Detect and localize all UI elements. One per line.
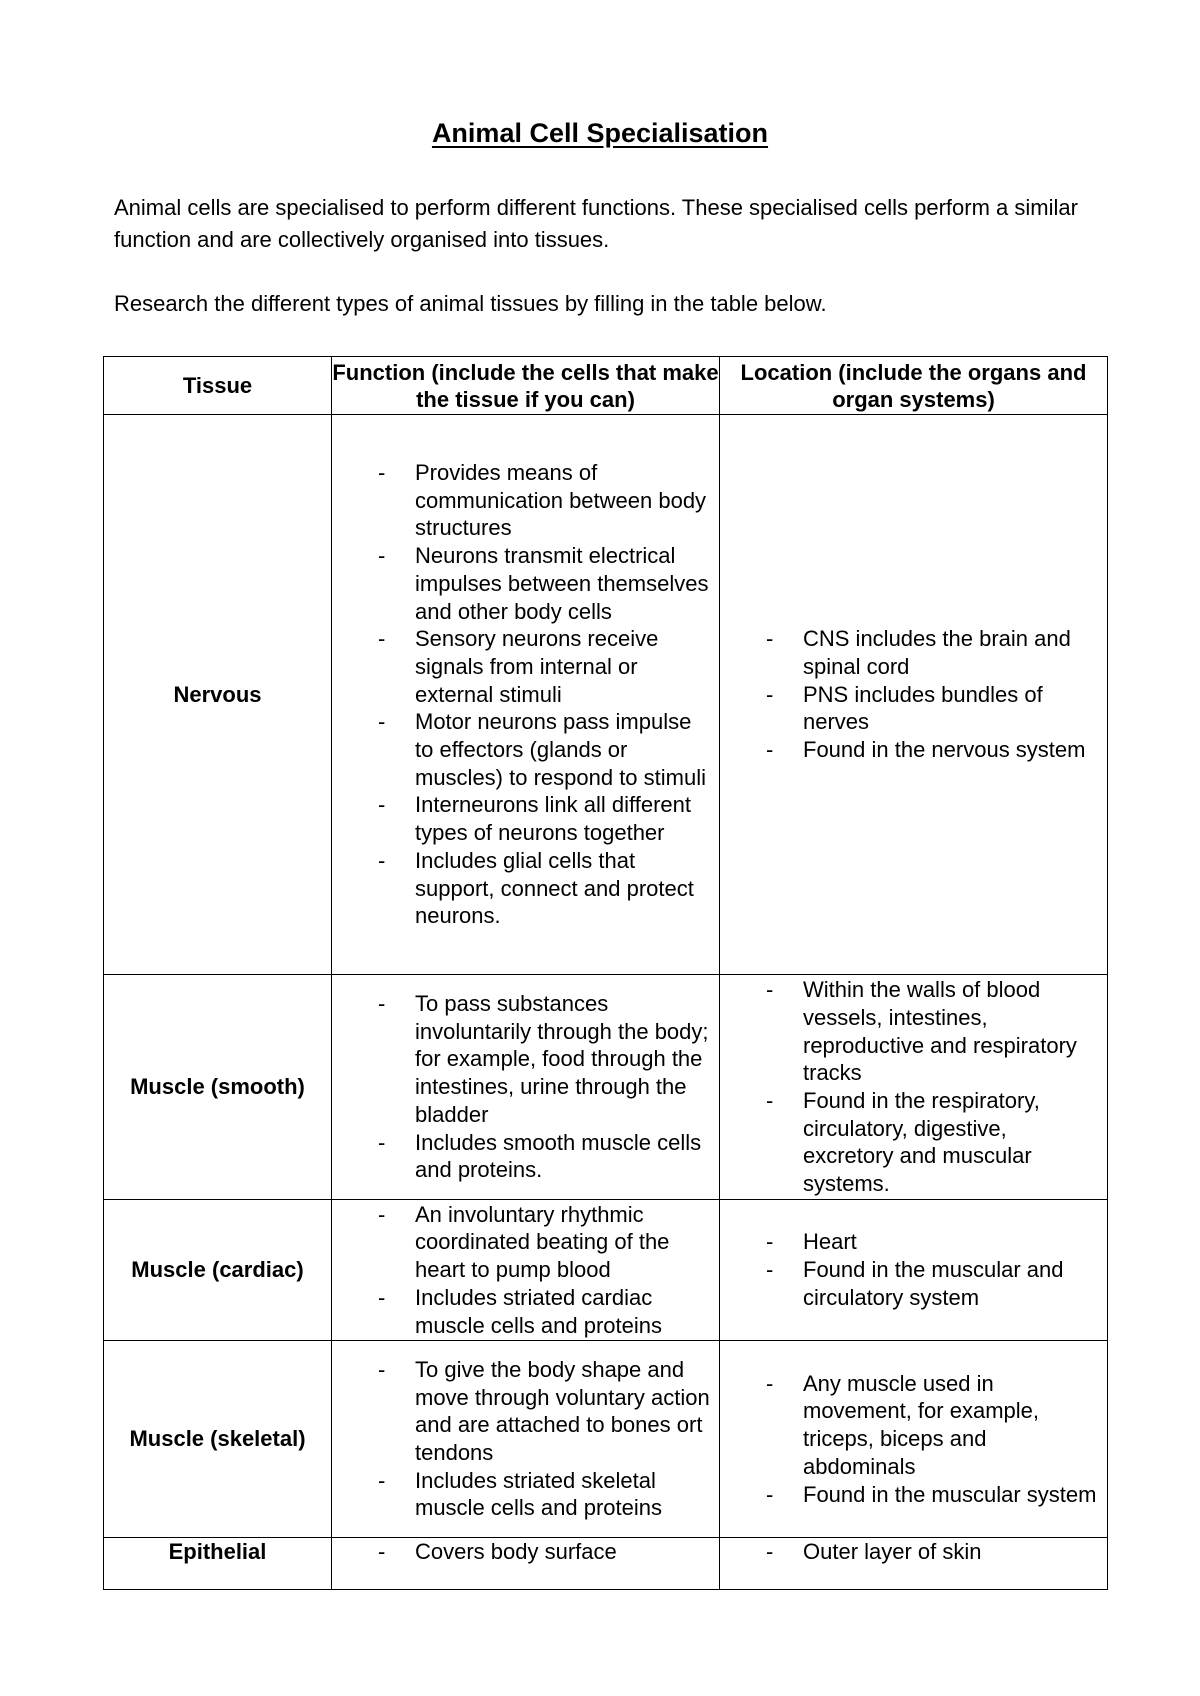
instruction-paragraph: Research the different types of animal tissues by filling in the table below.: [114, 291, 827, 316]
list-item: - Includes striated cardiac muscle cells and proteins: [332, 1284, 713, 1339]
list-item: - Includes glial cells that support, connect and protect neurons.: [332, 847, 713, 930]
list-item: - Any muscle used in movement, for example, triceps, biceps and abdominals: [720, 1370, 1101, 1481]
list-item: - Outer layer of skin: [720, 1538, 1101, 1566]
list-item: - Includes striated skeletal muscle cells and proteins: [332, 1467, 713, 1522]
table-header-row: [104, 357, 1108, 415]
tissue-name: Muscle (smooth): [104, 975, 332, 1200]
list-item: - Found in the respiratory, circulatory, digestive, excretory and muscular systems.: [720, 1087, 1101, 1198]
list-item: - An involuntary rhythmic coordinated beating of the heart to pump blood: [332, 1201, 713, 1284]
tissue-table: [103, 356, 1108, 1590]
tissue-name: Nervous: [104, 415, 332, 975]
list-item: - To give the body shape and move through voluntary action and are attached to bones ort tendons: [332, 1356, 713, 1467]
header-function: Function (include the cells that make the tissue if you can): [332, 357, 720, 415]
list-item: - PNS includes bundles of nerves: [720, 681, 1101, 736]
list-item: - Neurons transmit electrical impulses between themselves and other body cells: [332, 542, 713, 625]
table-row-muscle-smooth: [104, 975, 1108, 1200]
location-cell: [720, 1341, 1108, 1538]
location-cell: [720, 975, 1108, 1200]
list-item: - To pass substances involuntarily through the body; for example, food through the intestines, urine through the bladder: [332, 990, 713, 1129]
location-cell: [720, 415, 1108, 975]
list-item: - CNS includes the brain and spinal cord: [720, 625, 1101, 680]
list-item: - Within the walls of blood vessels, intestines, reproductive and respiratory tracks: [720, 976, 1101, 1087]
tissue-name: Epithelial: [104, 1538, 332, 1590]
tissue-name: Muscle (cardiac): [104, 1200, 332, 1341]
intro-paragraph: Animal cells are specialised to perform different functions. These specialised cells perform a similar function and are collectively organised into tissues.: [114, 195, 1078, 252]
list-item: - Found in the muscular system: [720, 1481, 1101, 1509]
function-cell: [332, 415, 720, 975]
table-row-nervous: [104, 415, 1108, 975]
list-item: - Heart: [720, 1228, 1101, 1256]
function-cell: [332, 1200, 720, 1341]
location-cell: [720, 1200, 1108, 1341]
function-cell: [332, 1538, 720, 1590]
list-item: - Interneurons link all different types of neurons together: [332, 791, 713, 846]
list-item: - Found in the nervous system: [720, 736, 1101, 764]
list-item: - Includes smooth muscle cells and proteins.: [332, 1129, 713, 1184]
list-item: - Covers body surface: [332, 1538, 713, 1566]
function-cell: [332, 1341, 720, 1538]
tissue-name: Muscle (skeletal): [104, 1341, 332, 1538]
location-cell: [720, 1538, 1108, 1590]
list-item: - Motor neurons pass impulse to effectors (glands or muscles) to respond to stimuli: [332, 708, 713, 791]
list-item: - Provides means of communication between body structures: [332, 459, 713, 542]
table-row-muscle-cardiac: [104, 1200, 1108, 1341]
header-location: Location (include the organs and organ systems): [720, 357, 1108, 415]
table-row-epithelial: [104, 1538, 1108, 1590]
table-row-muscle-skeletal: [104, 1341, 1108, 1538]
page-title: Animal Cell Specialisation: [431, 118, 769, 148]
header-tissue: Tissue: [104, 357, 332, 415]
list-item: - Found in the muscular and circulatory system: [720, 1256, 1101, 1311]
function-cell: [332, 975, 720, 1200]
list-item: - Sensory neurons receive signals from internal or external stimuli: [332, 625, 713, 708]
